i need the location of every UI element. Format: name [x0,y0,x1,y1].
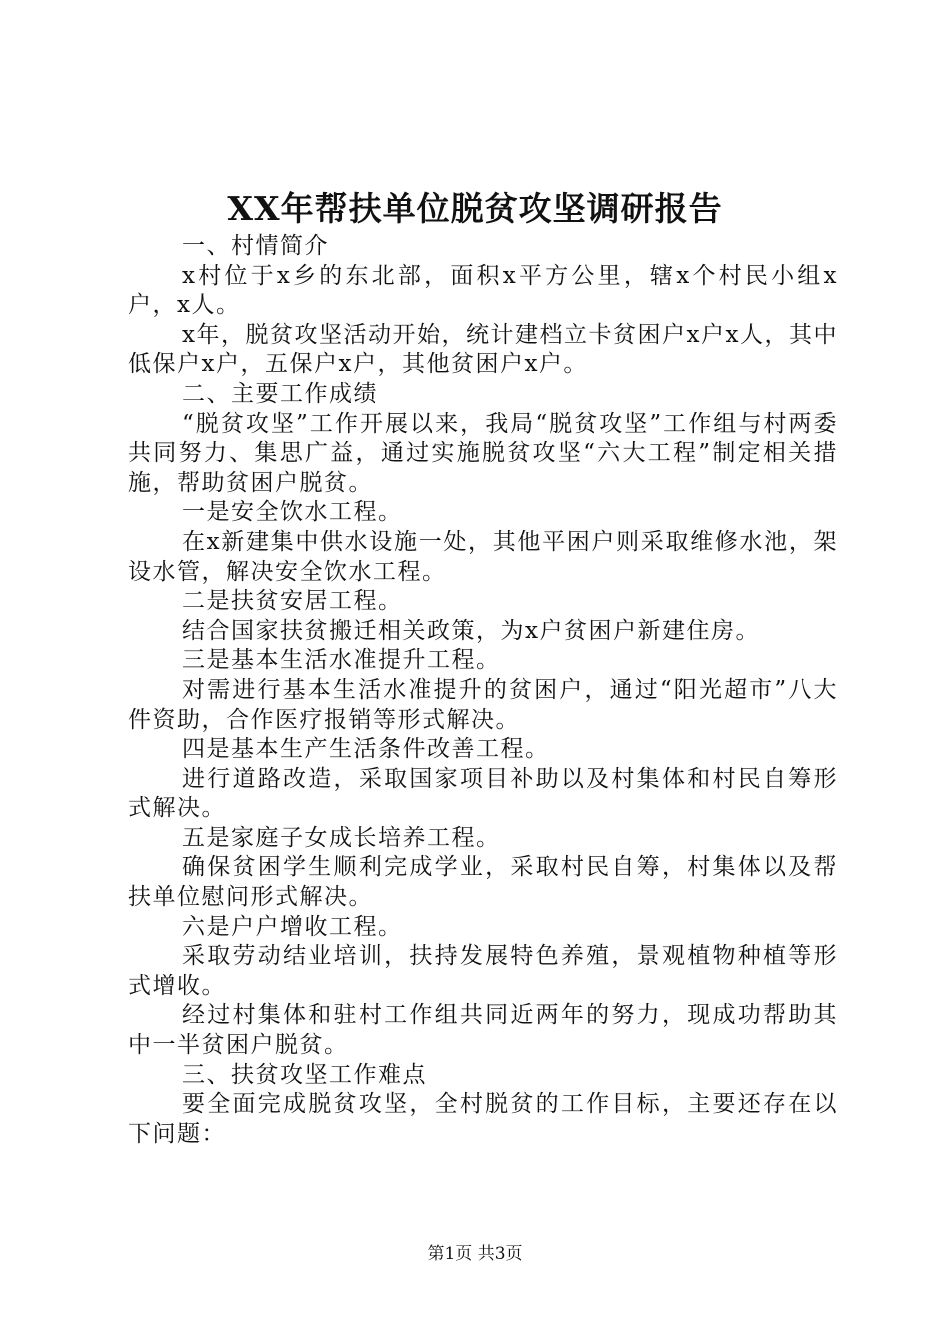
paragraph: 确保贫困学生顺利完成学业，采取村民自筹，村集体以及帮扶单位慰问形式解决。 [128,854,838,911]
section-heading-main-achievements: 二、主要工作成绩 [182,380,378,407]
paragraph: 进行道路改造，采取国家项目补助以及村集体和村民自筹形式解决。 [128,765,838,822]
paragraph: 结合国家扶贫搬迁相关政策，为x户贫困户新建住房。 [182,617,760,644]
document-body [128,232,838,1149]
paragraph: x年，脱贫攻坚活动开始，统计建档立卡贫困户x户x人，其中低保户x户，五保户x户，其他贫困户x户。 [128,321,838,378]
paragraph: 经过村集体和驻村工作组共同近两年的努力，现成功帮助其中一半贫困户脱贫。 [128,1002,838,1059]
section-heading-village-overview: 一、村情简介 [182,233,329,259]
document-title: XX年帮扶单位脱贫攻坚调研报告 [227,189,723,228]
item-heading: 二是扶贫安居工程。 [182,588,403,615]
page-footer: 第1页 共3页 [427,1244,523,1264]
item-heading: 五是家庭子女成长培养工程。 [182,824,501,851]
paragraph: x村位于x乡的东北部，面积x平方公里，辖x个村民小组x户，x人。 [128,262,838,319]
item-heading: 四是基本生产生活条件改善工程。 [182,736,550,763]
paragraph: 在x新建集中供水设施一处，其他平困户则采取维修水池，架设水管，解决安全饮水工程。 [128,528,838,585]
item-heading: 三是基本生活水准提升工程。 [182,647,501,674]
paragraph: 要全面完成脱贫攻坚，全村脱贫的工作目标，主要还存在以下问题： [128,1091,838,1147]
item-heading: 一是安全饮水工程。 [182,499,403,526]
paragraph: “脱贫攻坚”工作开展以来，我局“脱贫攻坚”工作组与村两委共同努力、集思广益，通过实施脱贫攻坚“六大工程”制定相关措施，帮助贫困户脱贫。 [128,410,838,496]
item-heading: 六是户户增收工程。 [182,913,403,940]
paragraph: 采取劳动结业培训，扶持发展特色养殖，景观植物种植等形式增收。 [128,943,838,999]
paragraph: 对需进行基本生活水准提升的贫困户，通过“阳光超市”八大件资助，合作医疗报销等形式解决。 [128,676,838,733]
section-heading-difficulties: 三、扶贫攻坚工作难点 [182,1061,427,1088]
